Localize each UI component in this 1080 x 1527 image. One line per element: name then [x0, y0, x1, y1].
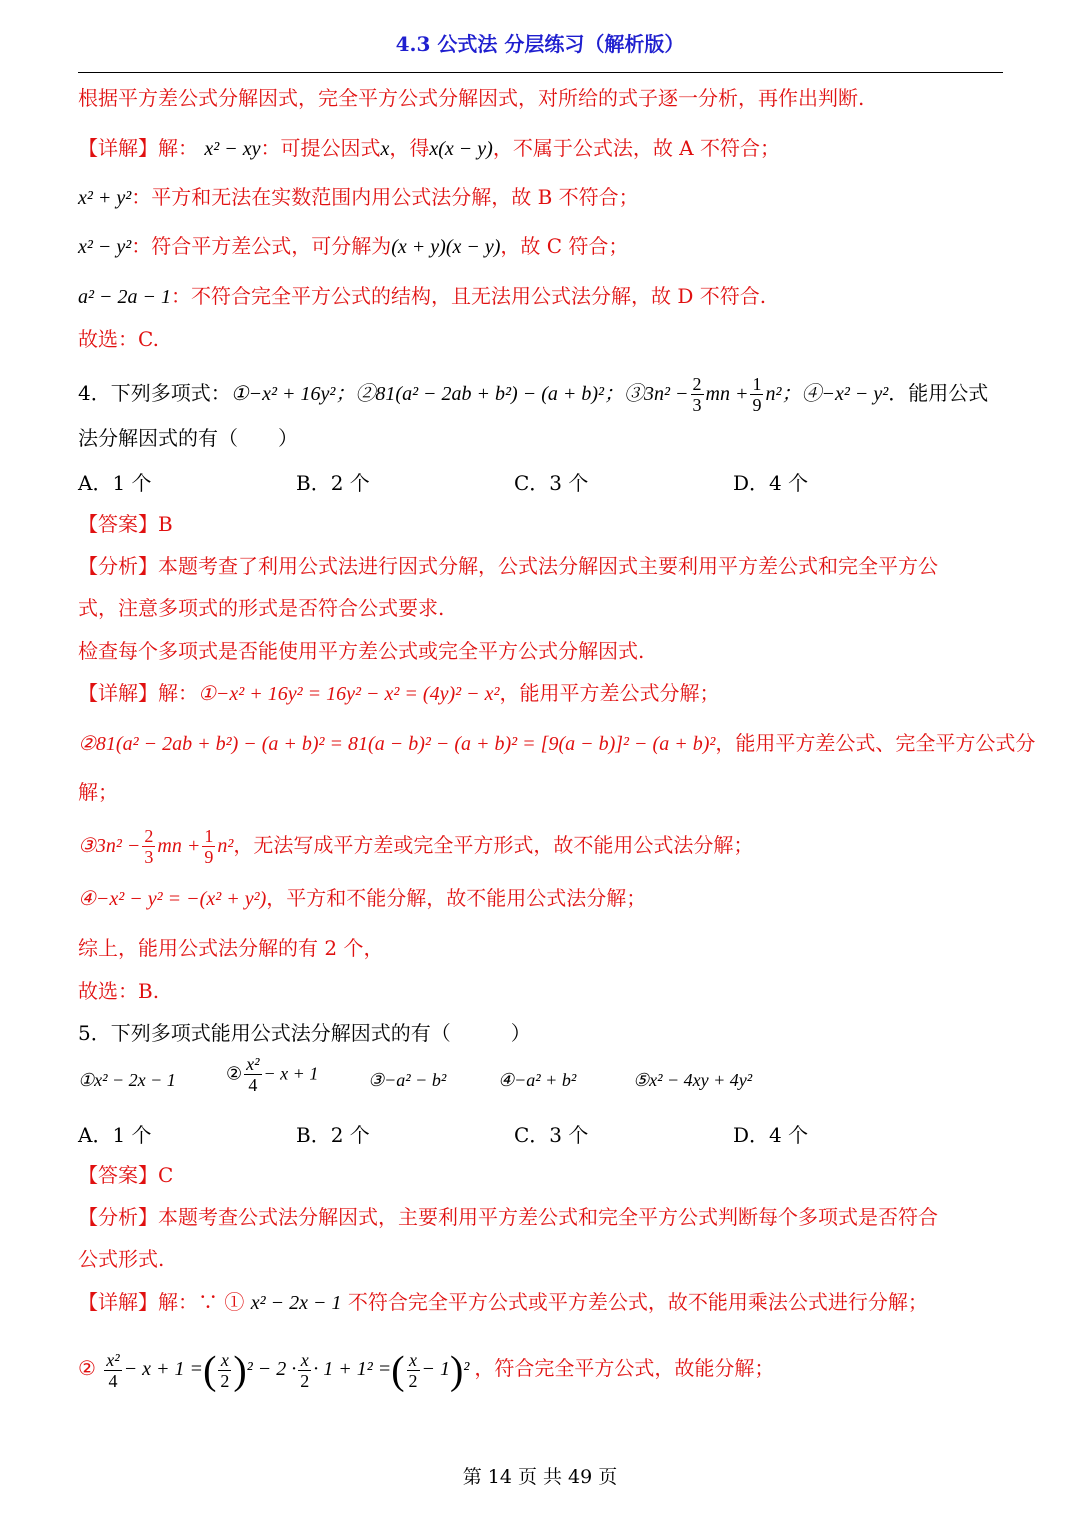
q4-stem: 4．下列多项式：①−x² + 16y²；②81(a² − 2ab + b²) − (a + b)²；③3n² − $\frac{2}{3}$ mn + $\frac{1}{9}$ n²；④−x² − y²．能用公式 — [78, 374, 989, 415]
math-expr: x² + y² — [78, 187, 132, 209]
q4-conclusion: 故选：B. — [78, 979, 160, 1003]
q5-analysis-line-2: 公式形式. — [78, 1247, 165, 1271]
q4-stem-line-2: 法分解因式的有（ ） — [78, 426, 298, 450]
q4-detail-4: ④−x² − y² = −(x² + y²)，平方和不能分解，故不能用公式法分解； — [78, 886, 647, 910]
q4-detail-2: ②81(a² − 2ab + b²) − (a + b)² = 81(a − b)² − (a + b)² = [9(a − b)]² − (a + b)²，能用平方差公式、完全平方公式分 — [78, 731, 1036, 755]
detail-tag: 【详解】 — [78, 136, 158, 160]
q3-conclusion: 故选：C. — [78, 327, 159, 351]
fraction: $\frac{2}{3}$ — [144, 826, 154, 867]
q3-detail-line-4: a² − 2a − 1：不符合完全平方公式的结构，且无法用公式法分解，故 D 不符合. — [78, 284, 767, 308]
q5-option-a[interactable]: A．1 个 — [78, 1123, 152, 1147]
q4-detail-3: ③3n² − $\frac{2}{3}$ mn + $\frac{1}{9}$ n²，无法写成平方差或完全平方形式，故不能用公式法分解； — [78, 826, 754, 867]
fraction: $\frac{x}{2}$ — [220, 1349, 230, 1391]
q4-option-d[interactable]: D．4 个 — [733, 471, 809, 495]
q5-analysis-line-1: 【分析】本题考查公式法分解因式，主要利用平方差公式和完全平方公式判断每个多项式是否符合 — [78, 1205, 938, 1229]
q4-analysis-line-1: 【分析】本题考查了利用公式法进行因式分解，公式法分解因式主要利用平方差公式和完全平方公 — [78, 554, 938, 578]
q5-stem: 5．下列多项式能用公式法分解因式的有（ ） — [78, 1021, 531, 1045]
q4-analysis-line-3: 检查每个多项式是否能使用平方差公式或完全平方公式分解因式. — [78, 639, 645, 663]
page-title: 4.3 公式法 分层练习（解析版） — [395, 32, 685, 56]
page-footer: 第 14 页 共 49 页 — [462, 1466, 618, 1488]
q3-detail-line-2: x² + y²：平方和无法在实数范围内用公式法分解，故 B 不符合； — [78, 185, 639, 209]
q3-detail-line-1: 【详解】解： x² − xy：可提公因式x，得x(x − y)，不属于公式法，故 A 不符合； — [78, 136, 780, 160]
math-expr: x(x − y) — [429, 138, 493, 160]
math-expr: (x + y)(x − y) — [391, 236, 501, 258]
q5-item-4: ④−a² + b² — [498, 1070, 577, 1090]
fraction: $\frac{1}{9}$ — [204, 826, 214, 867]
q4-analysis-line-2: 式，注意多项式的形式是否符合公式要求. — [78, 596, 445, 620]
q4-answer: 【答案】B — [78, 512, 173, 536]
q5-option-c[interactable]: C．3 个 — [514, 1123, 589, 1147]
intro-text: 根据平方差公式分解因式，完全平方公式分解因式，对所给的式子逐一分析，再作出判断. — [78, 86, 865, 110]
q5-item-5: ⑤x² − 4xy + 4y² — [633, 1070, 753, 1090]
fraction: $\frac{\text{x²}}{4}$ — [106, 1349, 120, 1391]
math-expr: x² − xy — [204, 138, 261, 160]
q4-detail-1: 【详解】解：①−x² + 16y² = 16y² − x² = (4y)² − x²，能用平方差公式分解； — [78, 681, 720, 705]
q4-option-a[interactable]: A．1 个 — [78, 471, 152, 495]
q4-option-c[interactable]: C．3 个 — [514, 471, 589, 495]
q5-detail-2: ② $\frac{\text{x²}}{4}$ − x + 1 =( $\frac{x}{2}$ )² − 2 · $\frac{x}{2}$ · 1 + 1² =( $\frac{x}{2}$ − 1)² ，符合完全平方公式，故能分解； — [78, 1347, 775, 1393]
q4-summary: 综上，能用公式法分解的有 2 个， — [78, 936, 384, 960]
q5-item-3: ③−a² − b² — [368, 1070, 447, 1090]
fraction: $\frac{x}{2}$ — [408, 1349, 418, 1391]
q5-item-2: ② $\frac{\text{x²}}{4}$ − x + 1 — [226, 1054, 319, 1095]
q4-option-b[interactable]: B．2 个 — [296, 471, 370, 495]
math-expr: ④−x² − y² = −(x² + y²) — [78, 888, 267, 910]
q5-item-1: ①x² − 2x − 1 — [78, 1070, 176, 1090]
q3-detail-line-3: x² − y²：符合平方差公式，可分解为(x + y)(x − y)，故 C 符合； — [78, 234, 629, 258]
header-divider — [78, 72, 1003, 73]
math-expr: a² − 2a − 1 — [78, 286, 171, 308]
q5-option-b[interactable]: B．2 个 — [296, 1123, 370, 1147]
math-expr: x² − 2x − 1 — [250, 1292, 342, 1314]
q5-answer: 【答案】C — [78, 1163, 174, 1187]
q5-detail-1: 【详解】解：∵ ① x² − 2x − 1 不符合完全平方公式或平方差公式，故不能用乘法公式进行分解； — [78, 1290, 928, 1314]
math-expr: x² − y² — [78, 236, 132, 258]
q4-detail-2-cont: 解； — [78, 780, 118, 804]
math-expr: ②81(a² − 2ab + b²) − (a + b)² = 81(a − b)² − (a + b)² = [9(a − b)]² − (a + b)² — [78, 733, 716, 755]
math-expr: ①−x² + 16y² = 16y² − x² = (4y)² − x² — [198, 683, 500, 705]
fraction: $\frac{x}{2}$ — [300, 1349, 310, 1391]
fraction: $\frac{2}{3}$ — [692, 374, 702, 415]
q5-option-d[interactable]: D．4 个 — [733, 1123, 809, 1147]
fraction: $\frac{1}{9}$ — [752, 374, 762, 415]
